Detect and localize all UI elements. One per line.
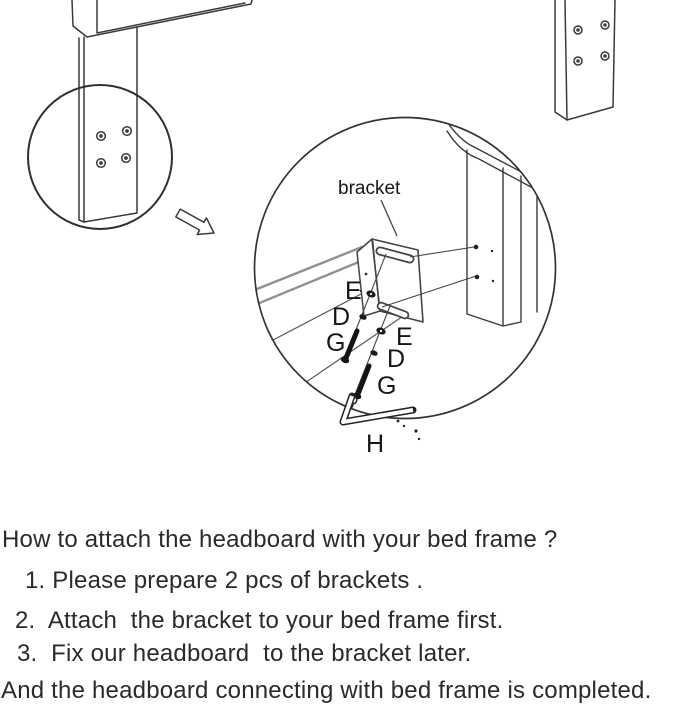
headboard-leg-front-face [84,27,137,222]
callout-d1: D [332,303,351,331]
bracket-label-leader [381,200,397,236]
callout-g1: G [326,329,346,357]
headboard-panel-edge [72,0,252,37]
magnified-leg-hole-dots [474,245,494,282]
callout-g2: G [377,372,397,400]
bed-frame-leg-holes [574,21,609,65]
instruction-step-2: 2. Attach the bracket to your bed frame first. [15,607,504,634]
instruction-step-1: 1. Please prepare 2 pcs of brackets . [25,567,424,594]
bracket-label: bracket [338,178,401,199]
bolt-g1 [346,331,357,358]
bracket-flange-hole [365,273,368,276]
bracket [357,239,423,322]
callout-e2: E [396,323,413,351]
bolt-g2 [358,366,369,394]
headboard-leg-holes [97,127,132,168]
ink-specks [397,420,421,441]
bed-frame-leg [555,0,615,120]
instructions-footer: And the headboard connecting with bed frame is completed. [1,677,652,704]
callout-e1: E [345,277,362,305]
callout-h: H [366,430,385,458]
arrow-icon [176,209,214,234]
callout-d2: D [387,345,406,373]
headboard-panel-inner-edge [97,0,245,33]
magnifier-circle-small [28,85,172,229]
headboard-leg-detail [72,0,252,222]
instruction-step-3: 3. Fix our headboard to the bracket later. [17,640,472,667]
bed-frame-leg-front-edge [565,0,567,120]
instructions-heading: How to attach the headboard with your bed frame ? [2,526,558,553]
